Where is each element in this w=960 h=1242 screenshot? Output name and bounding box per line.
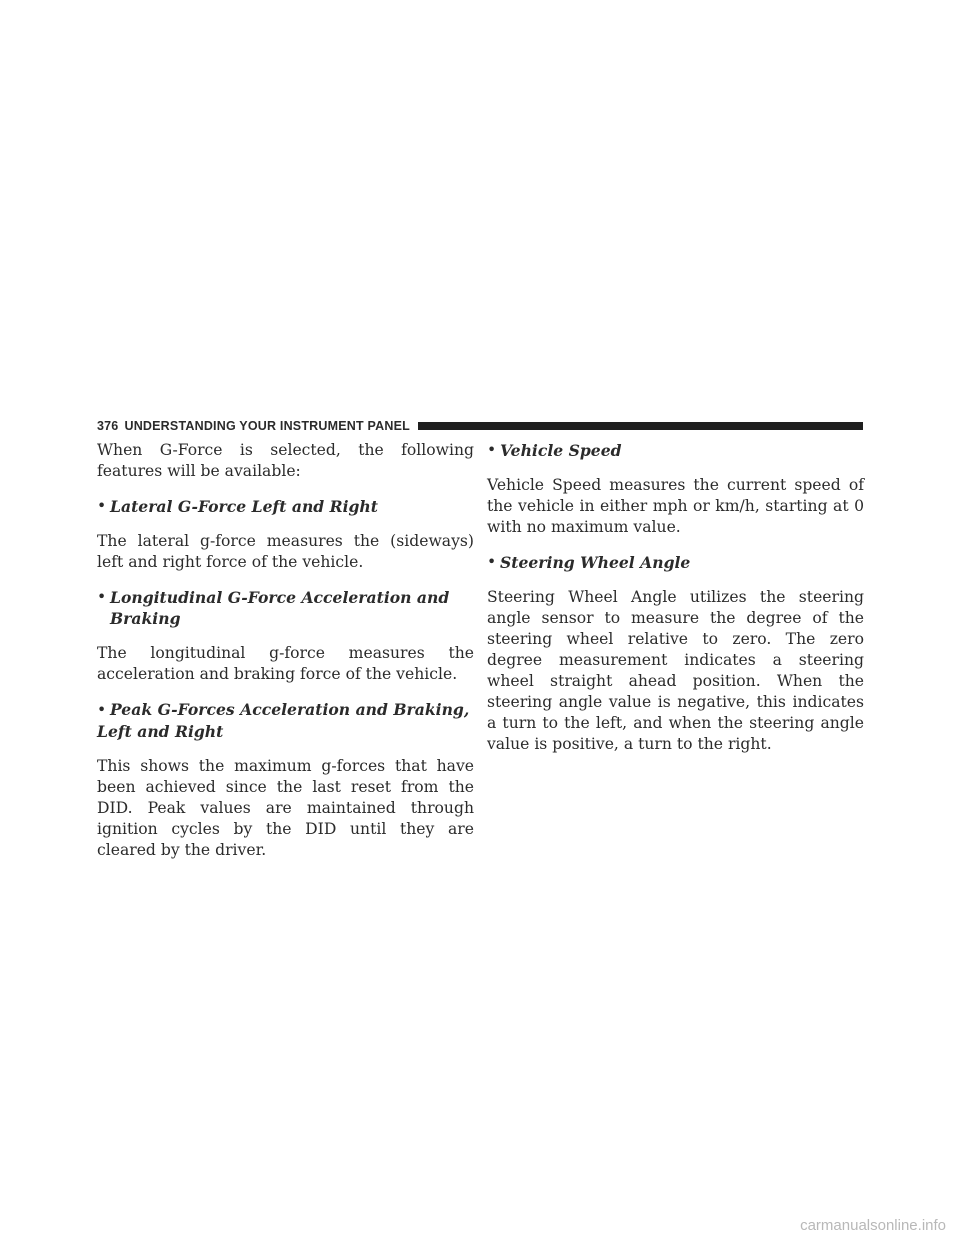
steering-wheel-angle-description: Steering Wheel Angle utilizes the steering angle sensor to measure the degree of the steering wheel relative to zero. The zero degree measurement indicates a steering wheel straight ahead position. When the steering angle value is negative, this indicates a turn to the left, and when the steering angle value is positive, a turn to the right. (487, 588, 864, 753)
bullet-icon: • (487, 553, 497, 571)
bullet-title: Vehicle Speed (500, 441, 622, 460)
page-number: 376 (97, 419, 119, 433)
lateral-g-force-description: The lateral g-force measures the (sideways) left and right force of the vehicle. (97, 532, 474, 571)
peak-g-forces-description: This shows the maximum g-forces that have been achieved since the last reset from the DID. Peak values are maintained through ignition cycles by the DID until they are cleared by the driver. (97, 757, 474, 859)
bullet-title: Longitudinal G-Force Acceleration and Braking (110, 588, 450, 628)
left-column (97, 440, 474, 875)
intro-paragraph: When G-Force is selected, the following features will be available: (97, 441, 474, 480)
bullet-title: Peak G-Forces Acceleration and Braking, Left and Right (97, 700, 470, 741)
right-column (487, 440, 864, 769)
header-rule (418, 422, 863, 430)
bullet-peak-g-forces (97, 699, 474, 742)
bullet-icon: • (97, 588, 107, 606)
bullet-icon: • (487, 441, 497, 459)
bullet-steering-wheel-angle (487, 552, 864, 573)
bullet-icon: • (97, 701, 107, 719)
watermark: carmanualsonline.info (800, 1217, 946, 1234)
bullet-vehicle-speed (487, 440, 864, 461)
bullet-lateral-g-force (97, 496, 474, 517)
bullet-title: Lateral G-Force Left and Right (110, 497, 378, 516)
bullet-icon: • (97, 497, 107, 515)
vehicle-speed-description: Vehicle Speed measures the current speed of the vehicle in either mph or km/h, starting at 0 with no maximum value. (487, 476, 864, 536)
section-title: UNDERSTANDING YOUR INSTRUMENT PANEL (124, 419, 410, 433)
page-header (97, 416, 863, 436)
longitudinal-g-force-description: The longitudinal g-force measures the acceleration and braking force of the vehicle. (97, 644, 474, 683)
bullet-longitudinal-g-force (97, 587, 474, 629)
bullet-title: Steering Wheel Angle (500, 553, 691, 572)
